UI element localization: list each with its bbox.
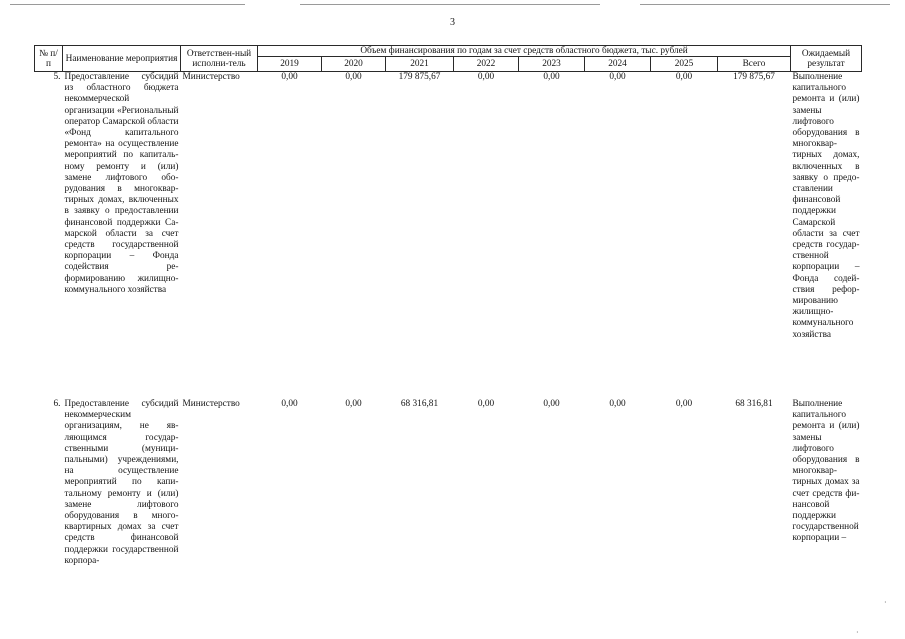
funding-table <box>34 45 862 567</box>
responsible-executor: Министерство <box>182 72 240 82</box>
header-responsible: Ответствен-ный исполни-тель <box>181 46 258 72</box>
value-2020: 0,00 <box>345 399 362 409</box>
expected-result: Выполнение капитального ремонта и (или) замены лифтового оборудования в многоквартирных домах за счет средств финансовой поддержки государственной корпорации – <box>792 399 860 544</box>
value-2019: 0,00 <box>281 72 298 82</box>
table-header-row <box>35 46 862 57</box>
value-2025: 0,00 <box>675 399 693 409</box>
scan-edge-line <box>300 4 600 5</box>
header-name: Наименование мероприятия <box>63 46 181 72</box>
table-row <box>35 72 862 399</box>
header-year: 2021 <box>386 57 454 72</box>
value-2022: 0,00 <box>477 72 495 82</box>
page-number: 3 <box>450 17 455 28</box>
header-funding-group: Объем финансирования по годам за счет средств областного бюджета, тыс. рублей <box>258 46 791 57</box>
expected-result: Выполнение капитального ремонта и (или) замены лифтового оборудования в многоквартирных домах, включенных в заявку о предоставлении финансовой поддержки Самарской области за счет средств государственной корпорации – Фонда содействия реформированию жилищно-коммунального хозяйства <box>792 72 860 340</box>
scan-speck: · <box>856 628 859 637</box>
header-year: 2025 <box>651 57 718 72</box>
value-total: 68 316,81 <box>735 399 773 409</box>
value-2021: 179 875,67 <box>398 72 441 82</box>
value-2025: 0,00 <box>675 72 693 82</box>
header-year: 2019 <box>258 57 322 72</box>
table-row <box>35 398 862 567</box>
value-2023: 0,00 <box>543 399 560 409</box>
responsible-executor: Министерство <box>182 399 240 409</box>
header-year: 2022 <box>454 57 519 72</box>
value-2020: 0,00 <box>345 72 362 82</box>
value-2024: 0,00 <box>609 72 626 82</box>
value-2023: 0,00 <box>543 72 560 82</box>
value-total: 179 875,67 <box>733 72 775 82</box>
header-year: 2020 <box>322 57 386 72</box>
value-2021: 68 316,81 <box>400 399 439 409</box>
header-result: Ожидаемый результат <box>791 46 862 72</box>
header-no: № п/п <box>35 46 63 72</box>
activity-name: Предоставление субсидий некоммерческим организациям, не являющимся государственными (муниципальными) учреждениями, на осуществление мероприятий по капитальному ремонту и (или) замене лифтового оборудования в многоквартирных домах за счет средств финансовой поддержки государственной корпора- <box>64 399 179 566</box>
row-number: 5. <box>53 72 61 82</box>
row-number: 6. <box>53 399 61 409</box>
value-2024: 0,00 <box>609 399 626 409</box>
scan-speck: · <box>884 598 887 607</box>
scan-edge-line <box>640 4 890 5</box>
value-2019: 0,00 <box>281 399 298 409</box>
activity-name: Предоставление субсидий из областного бюджета некоммерческой организации «Региональный оператор Самарской области «Фонд капитального ремонта» на осуществление мероприятий по капитальному ремонту и (или) замене лифтового оборудования в многоквартирных домах, включенных в заявку о предоставлении финансовой поддержки Самарской области за счет средств государственной корпорации – Фонда содействия реформированию жилищно-коммунального хозяйства <box>64 72 179 295</box>
scan-edge-line <box>10 4 245 5</box>
header-year: 2023 <box>519 57 585 72</box>
header-year: 2024 <box>585 57 651 72</box>
value-2022: 0,00 <box>477 399 495 409</box>
header-total: Всего <box>718 57 791 72</box>
